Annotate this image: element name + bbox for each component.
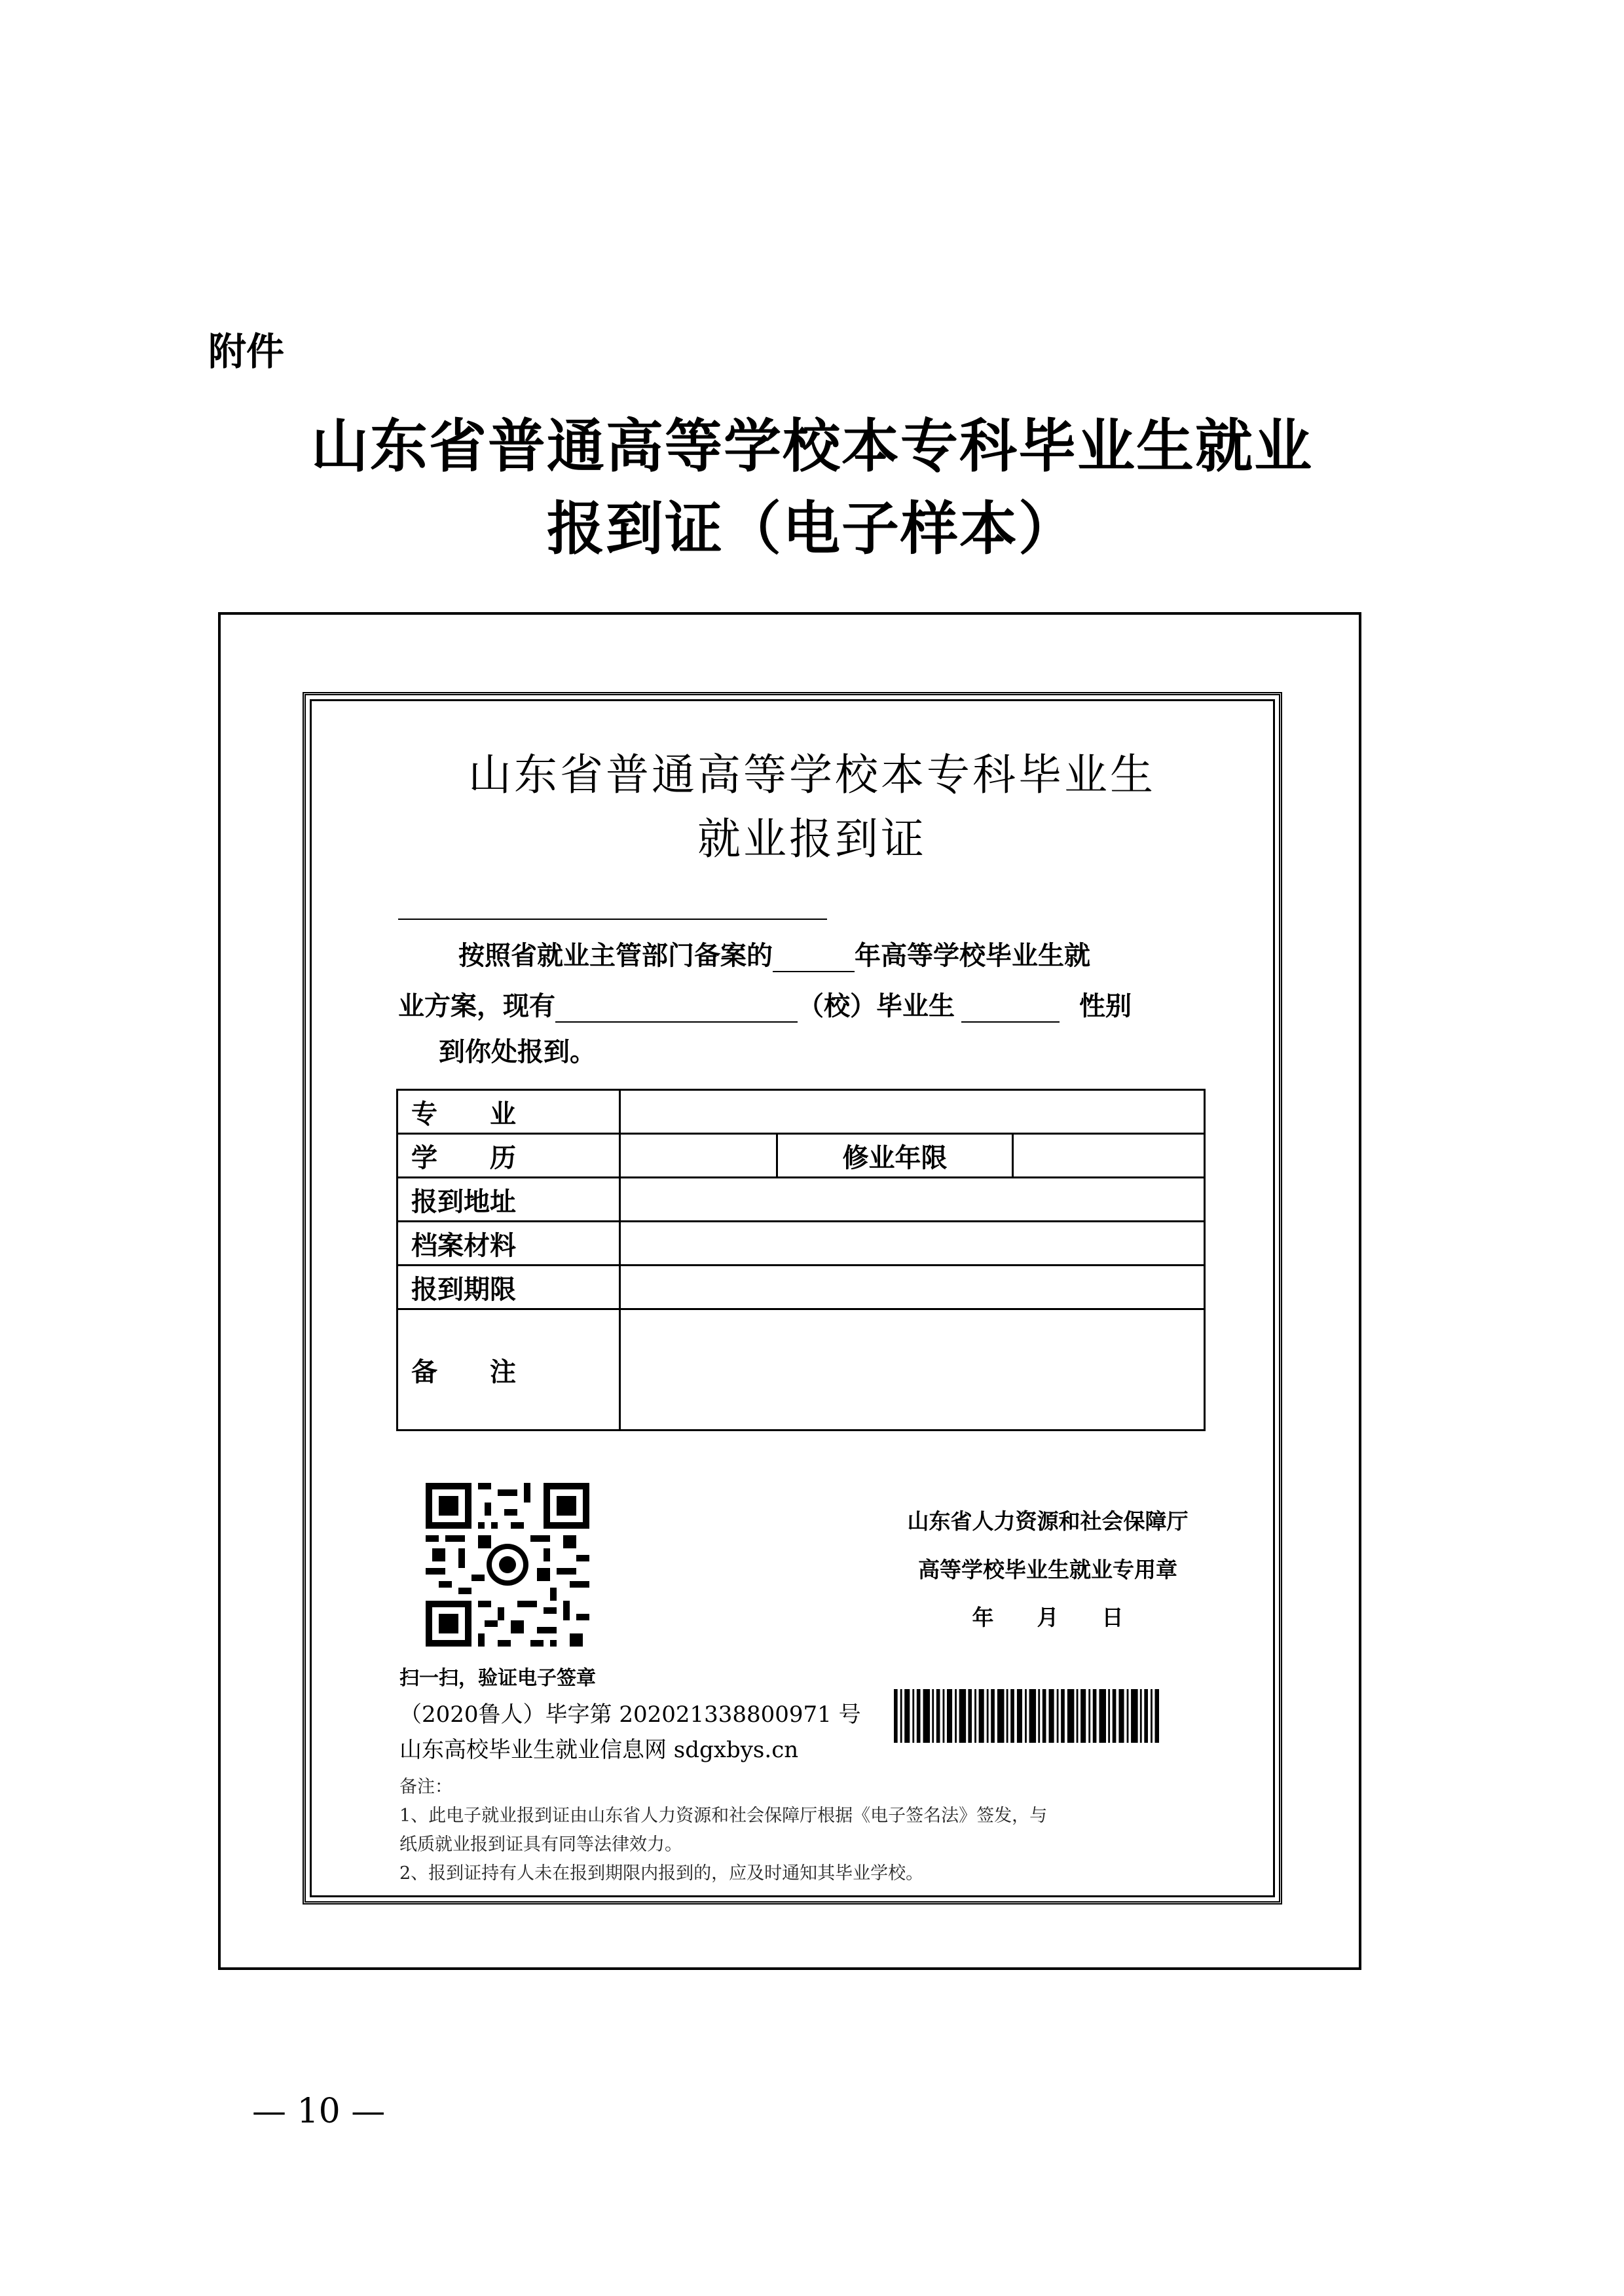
body-line-3: 到你处报到。 xyxy=(439,1036,596,1067)
label-remarks: 备 注 xyxy=(397,1309,620,1430)
page-number: — 10 — xyxy=(252,2092,386,2131)
label-archive-materials: 档案材料 xyxy=(397,1222,620,1266)
attachment-label: 附件 xyxy=(208,329,285,374)
year-blank xyxy=(773,942,855,972)
notes-item1-line1: 1、此电子就业报到证由山东省人力资源和社会保障厅根据《电子签名法》签发，与 xyxy=(399,1806,1048,1826)
certificate-title-line2: 就业报到证 xyxy=(697,814,927,864)
body-text-2c: 性别 xyxy=(1079,991,1132,1021)
website-text: 山东高校毕业生就业信息网 sdgxbys.cn xyxy=(399,1737,799,1763)
notes-item1-line2: 纸质就业报到证具有同等法律效力。 xyxy=(399,1834,682,1855)
issuer-line2: 高等学校毕业生就业专用章 xyxy=(918,1557,1177,1582)
info-table xyxy=(396,1089,1206,1431)
document-title-line2: 报到证（电子样本） xyxy=(546,494,1077,562)
label-major: 专 业 xyxy=(397,1090,620,1134)
value-report-deadline xyxy=(620,1266,1205,1309)
scan-verify-text: 扫一扫，验证电子签章 xyxy=(399,1667,596,1690)
registration-number: （2020鲁人）毕字第 202021338800971 号 xyxy=(399,1702,861,1728)
qr-code-icon xyxy=(426,1483,589,1647)
body-line-1 xyxy=(458,935,1090,972)
value-report-address xyxy=(620,1178,1205,1222)
certificate-title-line1: 山东省普通高等学校本专科毕业生 xyxy=(468,750,1156,800)
body-text-1b: 年高等学校毕业生就 xyxy=(855,940,1090,971)
notes-item2: 2、报到证持有人未在报到期限内报到的，应及时通知其毕业学校。 xyxy=(399,1863,924,1884)
notes-section xyxy=(399,1773,1047,1888)
body-text-2a: 业方案，现有 xyxy=(398,991,555,1021)
label-education: 学 历 xyxy=(397,1134,620,1178)
value-major xyxy=(620,1090,1205,1134)
body-line-2 xyxy=(398,985,1132,1023)
name-blank xyxy=(961,993,1060,1023)
label-report-address: 报到地址 xyxy=(397,1178,620,1222)
issuer-line1: 山东省人力资源和社会保障厅 xyxy=(907,1508,1189,1534)
label-study-years: 修业年限 xyxy=(777,1134,1013,1178)
label-report-deadline: 报到期限 xyxy=(397,1266,620,1309)
value-archive-materials xyxy=(620,1222,1205,1266)
value-study-years xyxy=(1013,1134,1205,1178)
barcode-icon xyxy=(894,1689,1159,1743)
issuer-date: 年 月 日 xyxy=(972,1605,1124,1630)
school-blank xyxy=(555,993,798,1023)
body-text-2b: （校）毕业生 xyxy=(798,991,955,1021)
recipient-blank xyxy=(398,919,827,920)
document-title-line1: 山东省普通高等学校本专科毕业生就业 xyxy=(310,412,1313,480)
body-text-1a: 按照省就业主管部门备案的 xyxy=(458,940,773,971)
value-remarks xyxy=(620,1309,1205,1430)
notes-heading: 备注： xyxy=(399,1777,452,1797)
value-education xyxy=(620,1134,777,1178)
